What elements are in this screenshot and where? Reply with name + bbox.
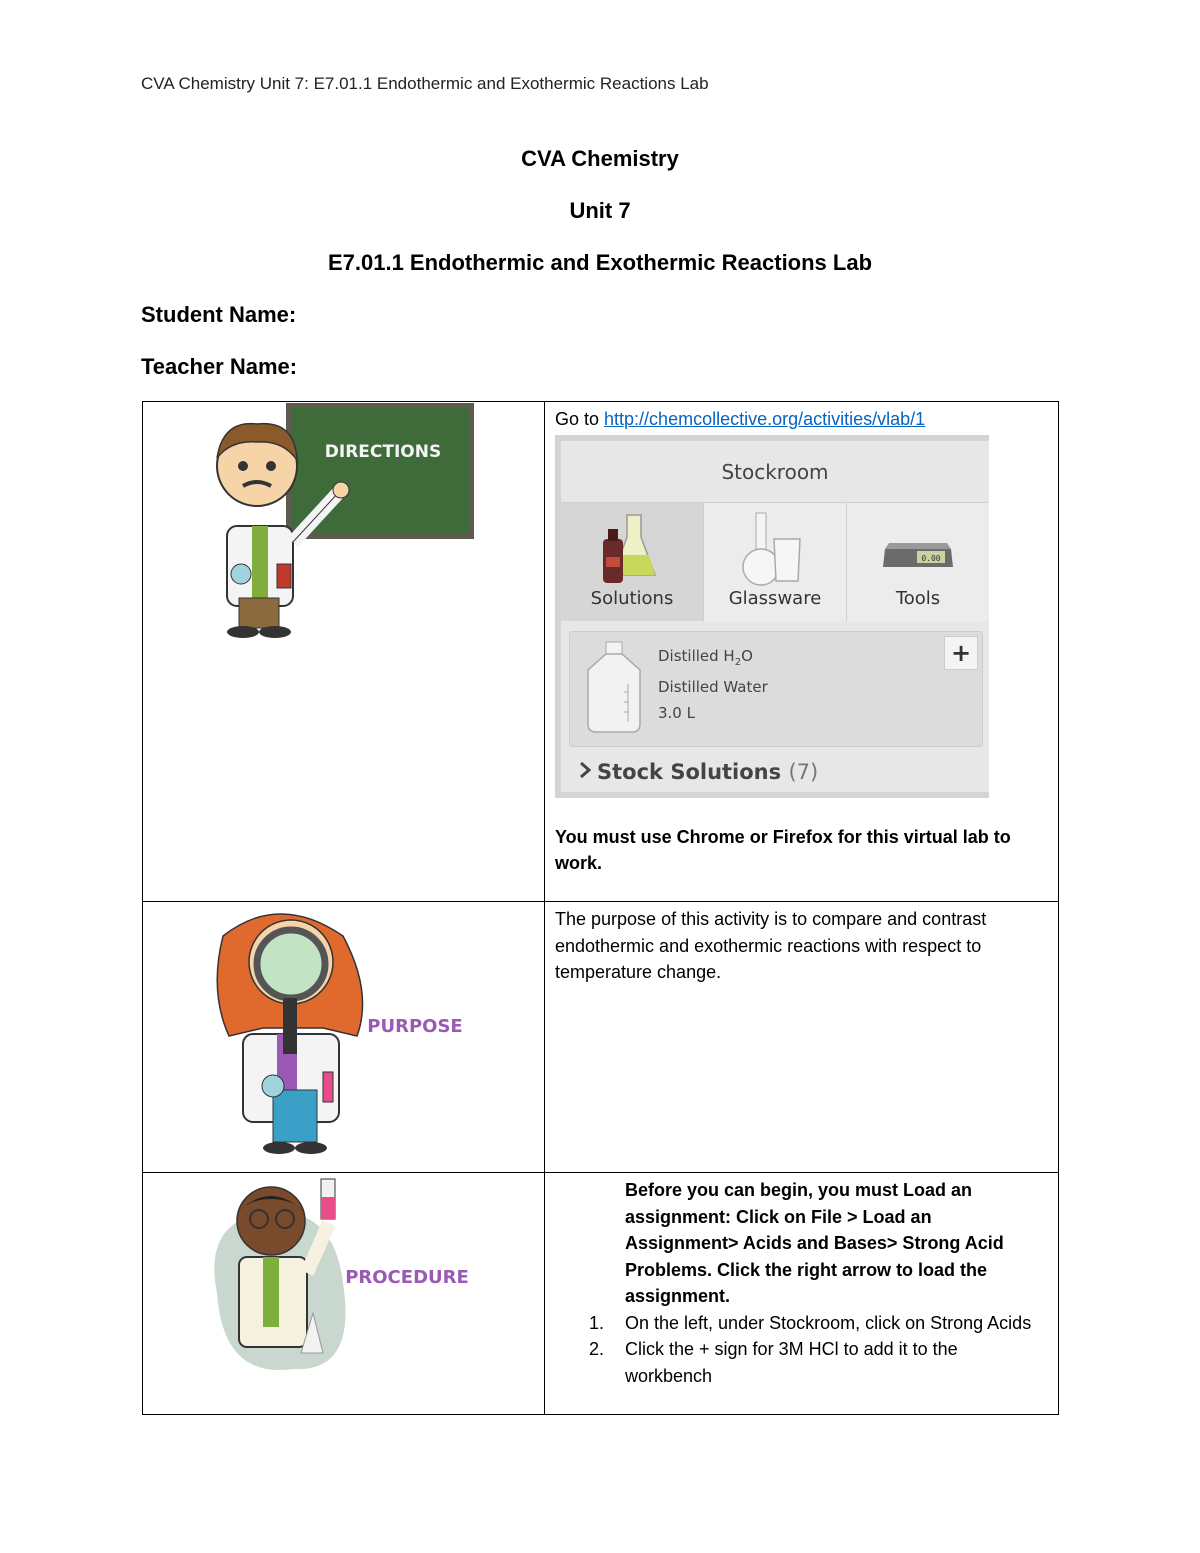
teacher-name-label: Teacher Name: — [141, 354, 298, 379]
glassware-icon — [704, 509, 846, 589]
procedure-intro: Before you can begin, you must Load an assignment: Click on File > Load an Assignment> Acids and Bases> Strong Acid Problems. Click the right arrow to load the assignment. — [625, 1180, 1004, 1306]
directions-illustration — [143, 402, 544, 896]
chemcollective-link[interactable]: http://chemcollective.org/activities/vlab/1 — [604, 409, 926, 429]
lab-table — [142, 401, 1059, 1415]
running-header: CVA Chemistry Unit 7: E7.01.1 Endothermic and Exothermic Reactions Lab — [141, 74, 709, 93]
procedure-text-cell — [545, 1173, 1059, 1415]
purpose-text: The purpose of this activity is to compare and contrast endothermic and exothermic reactions with respect to temperature change. — [555, 909, 987, 982]
go-to-text: Go to — [555, 409, 605, 429]
procedure-steps — [589, 1310, 1048, 1390]
item-formula: Distilled $H_2O$ — [658, 646, 753, 668]
procedure-illustration — [143, 1173, 544, 1409]
scale-readout: 0.00 — [921, 553, 941, 563]
add-item-button[interactable]: + — [944, 636, 978, 670]
distilled-water-item[interactable] — [569, 631, 983, 747]
browser-note: You must use Chrome or Firefox for this virtual lab to work. — [555, 826, 1011, 873]
tab-solutions[interactable] — [561, 503, 704, 621]
unit-title: Unit 7 — [569, 198, 631, 223]
tab-solutions-label: Solutions — [590, 588, 674, 609]
procedure-row — [143, 1173, 1059, 1415]
procedure-step: 2. Click the + sign for 3M HCl to add it to the workbench — [589, 1339, 958, 1386]
tab-tools[interactable] — [847, 503, 989, 621]
lab-title: E7.01.1 Endothermic and Exothermic Reactions Lab — [327, 250, 873, 275]
magnifier-icon — [257, 930, 325, 998]
directions-row — [143, 402, 1059, 902]
water-jug-icon — [584, 640, 646, 736]
stock-solutions-expander[interactable]: Stock Solutions (7) — [579, 759, 818, 786]
procedure-step: 1. On the left, under Stockroom, click on Strong Acids — [589, 1312, 1032, 1333]
directions-text-cell — [545, 402, 1059, 902]
directions-art-cell — [143, 402, 545, 902]
tab-glassware-label: Glassware — [728, 588, 822, 609]
item-volume: 3.0 L — [658, 703, 695, 722]
purpose-text-cell — [545, 902, 1059, 1173]
tab-glassware[interactable] — [704, 503, 847, 621]
scientist-with-test-tube-figure — [214, 1179, 345, 1370]
solutions-icon — [561, 509, 703, 589]
stockroom-panel — [555, 435, 989, 798]
course-title: CVA Chemistry — [521, 146, 679, 171]
chevron-right-icon — [579, 761, 591, 779]
purpose-row — [143, 902, 1059, 1173]
student-name-label: Student Name: — [141, 302, 297, 327]
purpose-illustration — [143, 902, 544, 1167]
item-description: Distilled Water — [658, 678, 768, 696]
procedure-label: PROCEDURE — [345, 1267, 469, 1288]
purpose-art-cell — [143, 902, 545, 1173]
stockroom-tabs — [561, 503, 989, 621]
tab-tools-label: Tools — [895, 588, 941, 609]
directions-sign-text: DIRECTIONS — [324, 442, 442, 462]
procedure-art-cell — [143, 1173, 545, 1415]
stockroom-title: Stockroom — [561, 441, 989, 503]
student-with-magnifier-figure — [217, 914, 362, 1154]
scale-icon — [847, 509, 989, 589]
purpose-label: PURPOSE — [367, 1016, 463, 1037]
